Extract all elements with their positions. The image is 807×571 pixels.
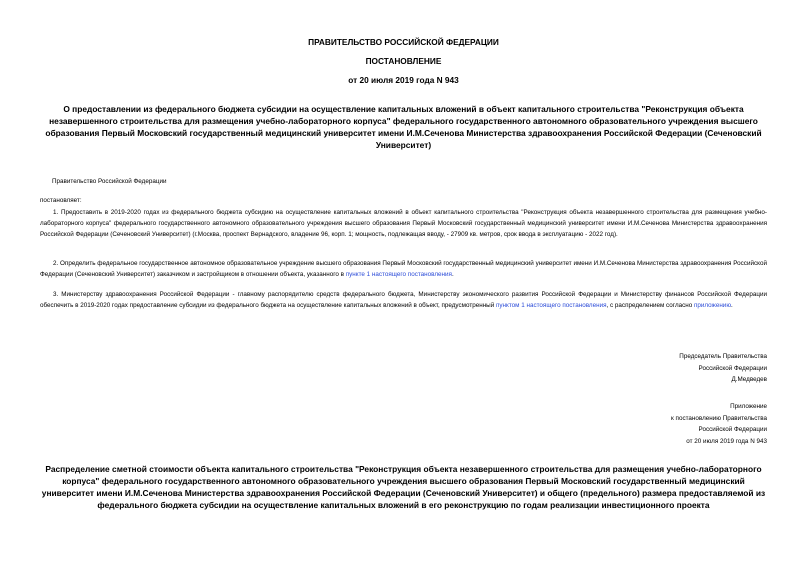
signature-line-1: Председатель Правительства	[679, 353, 767, 360]
item-2-text: 2. Определить федеральное государственное автономное образовательное учреждение высшего образования Первый Московский государственный медицинский университет имени И.М.Сеченова Министерства здравоохранения Российской Федерации (Сеченовский Университет) заказчиком и застройщиком в отношении объекта, указанного в	[40, 260, 767, 279]
paragraph-item-1: 1. Предоставить в 2019-2020 годах из федерального бюджета субсидию на осуществление капитальных вложений в объект капитального строительства "Реконструкция объекта незавершенного строительства для размещения учебно-лабораторного корпуса" федерального государственного автономного образовательного учреждения высшего образования Первый Московский государственный медицинский университет имени И.М.Сеченова Министерства здравоохранения Российской Федерации (Сеченовский Университет) (г.Москва, проспект Вернадского, владение 96, корп. 1; мощность, подлежащая вводу, - 27909 кв. метров, срок ввода в эксплуатацию - 2022 год).	[40, 209, 767, 239]
document-type: ПОСТАНОВЛЕНИЕ	[365, 56, 442, 66]
document-date-number: от 20 июля 2019 года N 943	[348, 75, 459, 85]
signature-block	[679, 351, 767, 386]
item-2-end: .	[451, 271, 454, 279]
signature-line-2: Российской Федерации	[698, 364, 767, 372]
appendix-title: Распределение сметной стоимости объекта капитального строительства "Реконструкция объекта незавершенного строительства для размещения учебно-лабораторного корпуса" федерального государственного автономного образовательного учреждения высшего образования Первый Московский государственный медицинский университет имени И.М.Сеченова Министерства здравоохранения Российской Федерации (Сеченовский Университет) и общего (предельного) размера предоставляемой из федерального бюджета субсидии на осуществление капитальных вложений в его реконструкцию по годам реализации инвестиционного проекта	[41, 464, 766, 510]
item-3-end: .	[731, 302, 733, 310]
appendix-line-1: Приложение	[730, 403, 767, 410]
paragraph-item-3	[40, 289, 767, 311]
appendix-line-2: к постановлению Правительства	[671, 414, 767, 422]
item-3-mid: , с распределением согласно	[606, 302, 694, 310]
decides-text: постановляет:	[40, 197, 82, 204]
appendix-line-4: от 20 июля 2019 года N 943	[686, 437, 767, 445]
item-3-link-appendix[interactable]: приложению	[694, 302, 732, 310]
item-3-text: 3. Министерству здравоохранения Российской Федерации - главному распорядителю средств федерального бюджета, Министерству экономического развития Российской Федерации и Министерству финансов Российской Федерации обеспечить в 2019-2020 годах предоставление субсидии из федерального бюджета на осуществление капитальных вложений в объект, предусмотренный	[40, 291, 767, 310]
government-heading: ПРАВИТЕЛЬСТВО РОССИЙСКОЙ ФЕДЕРАЦИИ	[308, 37, 499, 47]
item-3-link-point-1[interactable]: пунктом 1 настоящего постановления	[495, 302, 607, 310]
item-2-link-point-1[interactable]: пункте 1 настоящего постановления	[345, 271, 452, 279]
issuer-text: Правительство Российской Федерации	[52, 178, 167, 185]
appendix-header	[671, 401, 767, 447]
appendix-line-3: Российской Федерации	[698, 426, 767, 433]
signature-line-3: Д.Медведев	[731, 376, 767, 383]
document-title: О предоставлении из федерального бюджета субсидии на осуществление капитальных вложений в объект капитального строительства "Реконструкция объекта незавершенного строительства для размещения учебно-лабораторного корпуса" федерального государственного автономного образовательного учреждения высшего образования Первый Московский государственный медицинский университет имени И.М.Сеченова Министерства здравоохранения Российской Федерации (Сеченовский Университет)	[45, 104, 762, 150]
paragraph-item-2	[40, 258, 767, 280]
